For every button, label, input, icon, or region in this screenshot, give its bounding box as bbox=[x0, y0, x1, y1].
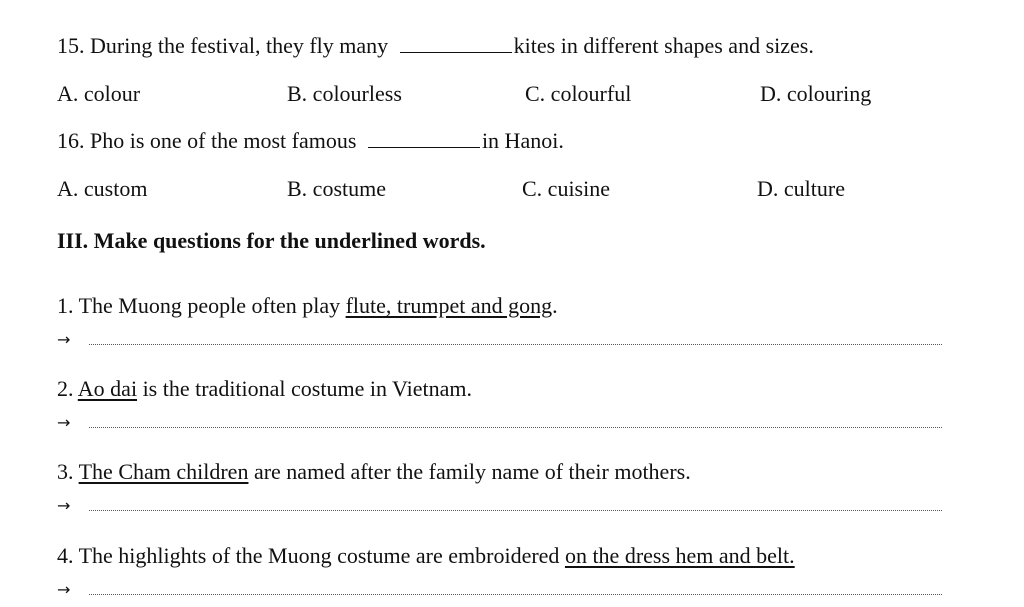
question-item-2-underlined: Ao dai bbox=[77, 376, 138, 401]
question-15-stem-after: kites in different shapes and sizes. bbox=[513, 33, 814, 58]
question-16-stem-before: 16. Pho is one of the most famous bbox=[57, 128, 357, 153]
question-15-blank[interactable] bbox=[400, 32, 512, 53]
question-item-2 bbox=[57, 375, 472, 403]
question-item-3 bbox=[57, 458, 691, 486]
question-16-stem-after: in Hanoi. bbox=[481, 128, 564, 153]
question-item-3-after: are named after the family name of their mothers. bbox=[248, 459, 691, 484]
question-item-4-underlined: on the dress hem and belt. bbox=[564, 543, 795, 568]
question-item-3-before: 3. bbox=[57, 459, 79, 484]
answer-line-2[interactable] bbox=[57, 415, 942, 435]
question-item-3-underlined: The Cham children bbox=[78, 459, 249, 484]
question-item-1 bbox=[57, 292, 558, 320]
arrow-icon: → bbox=[57, 413, 71, 432]
question-15-option-a[interactable]: A. colour bbox=[57, 81, 141, 106]
question-16-option-d[interactable]: D. culture bbox=[757, 176, 845, 201]
question-item-2-before: 2. bbox=[57, 376, 78, 401]
question-item-1-after: . bbox=[552, 293, 558, 318]
section-heading: III. Make questions for the underlined words. bbox=[57, 228, 486, 253]
answer-line-3[interactable] bbox=[57, 498, 942, 518]
question-15 bbox=[57, 32, 814, 60]
question-item-1-underlined: flute, trumpet and gong bbox=[345, 293, 553, 318]
answer-dotted-line[interactable] bbox=[89, 594, 942, 595]
arrow-icon: → bbox=[57, 496, 71, 515]
answer-line-4[interactable] bbox=[57, 582, 942, 602]
arrow-icon: → bbox=[57, 330, 71, 349]
answer-dotted-line[interactable] bbox=[89, 427, 942, 428]
answer-dotted-line[interactable] bbox=[89, 510, 942, 511]
question-16 bbox=[57, 127, 564, 155]
question-item-4-before: 4. The highlights of the Muong costume are embroidered bbox=[57, 543, 565, 568]
question-item-2-after: is the traditional costume in Vietnam. bbox=[137, 376, 472, 401]
question-15-option-b[interactable]: B. colourless bbox=[287, 81, 402, 106]
arrow-icon: → bbox=[57, 580, 71, 599]
question-16-blank[interactable] bbox=[368, 127, 480, 148]
question-item-1-before: 1. The Muong people often play bbox=[57, 293, 346, 318]
question-15-stem-before: 15. During the festival, they fly many bbox=[57, 33, 389, 58]
question-item-4 bbox=[57, 542, 795, 570]
question-15-option-d[interactable]: D. colouring bbox=[760, 81, 872, 106]
question-15-option-c[interactable]: C. colourful bbox=[525, 81, 632, 106]
question-16-option-a[interactable]: A. custom bbox=[57, 176, 148, 201]
answer-line-1[interactable] bbox=[57, 332, 942, 352]
question-16-option-c[interactable]: C. cuisine bbox=[522, 176, 610, 201]
answer-dotted-line[interactable] bbox=[89, 344, 942, 345]
question-16-option-b[interactable]: B. costume bbox=[287, 176, 386, 201]
